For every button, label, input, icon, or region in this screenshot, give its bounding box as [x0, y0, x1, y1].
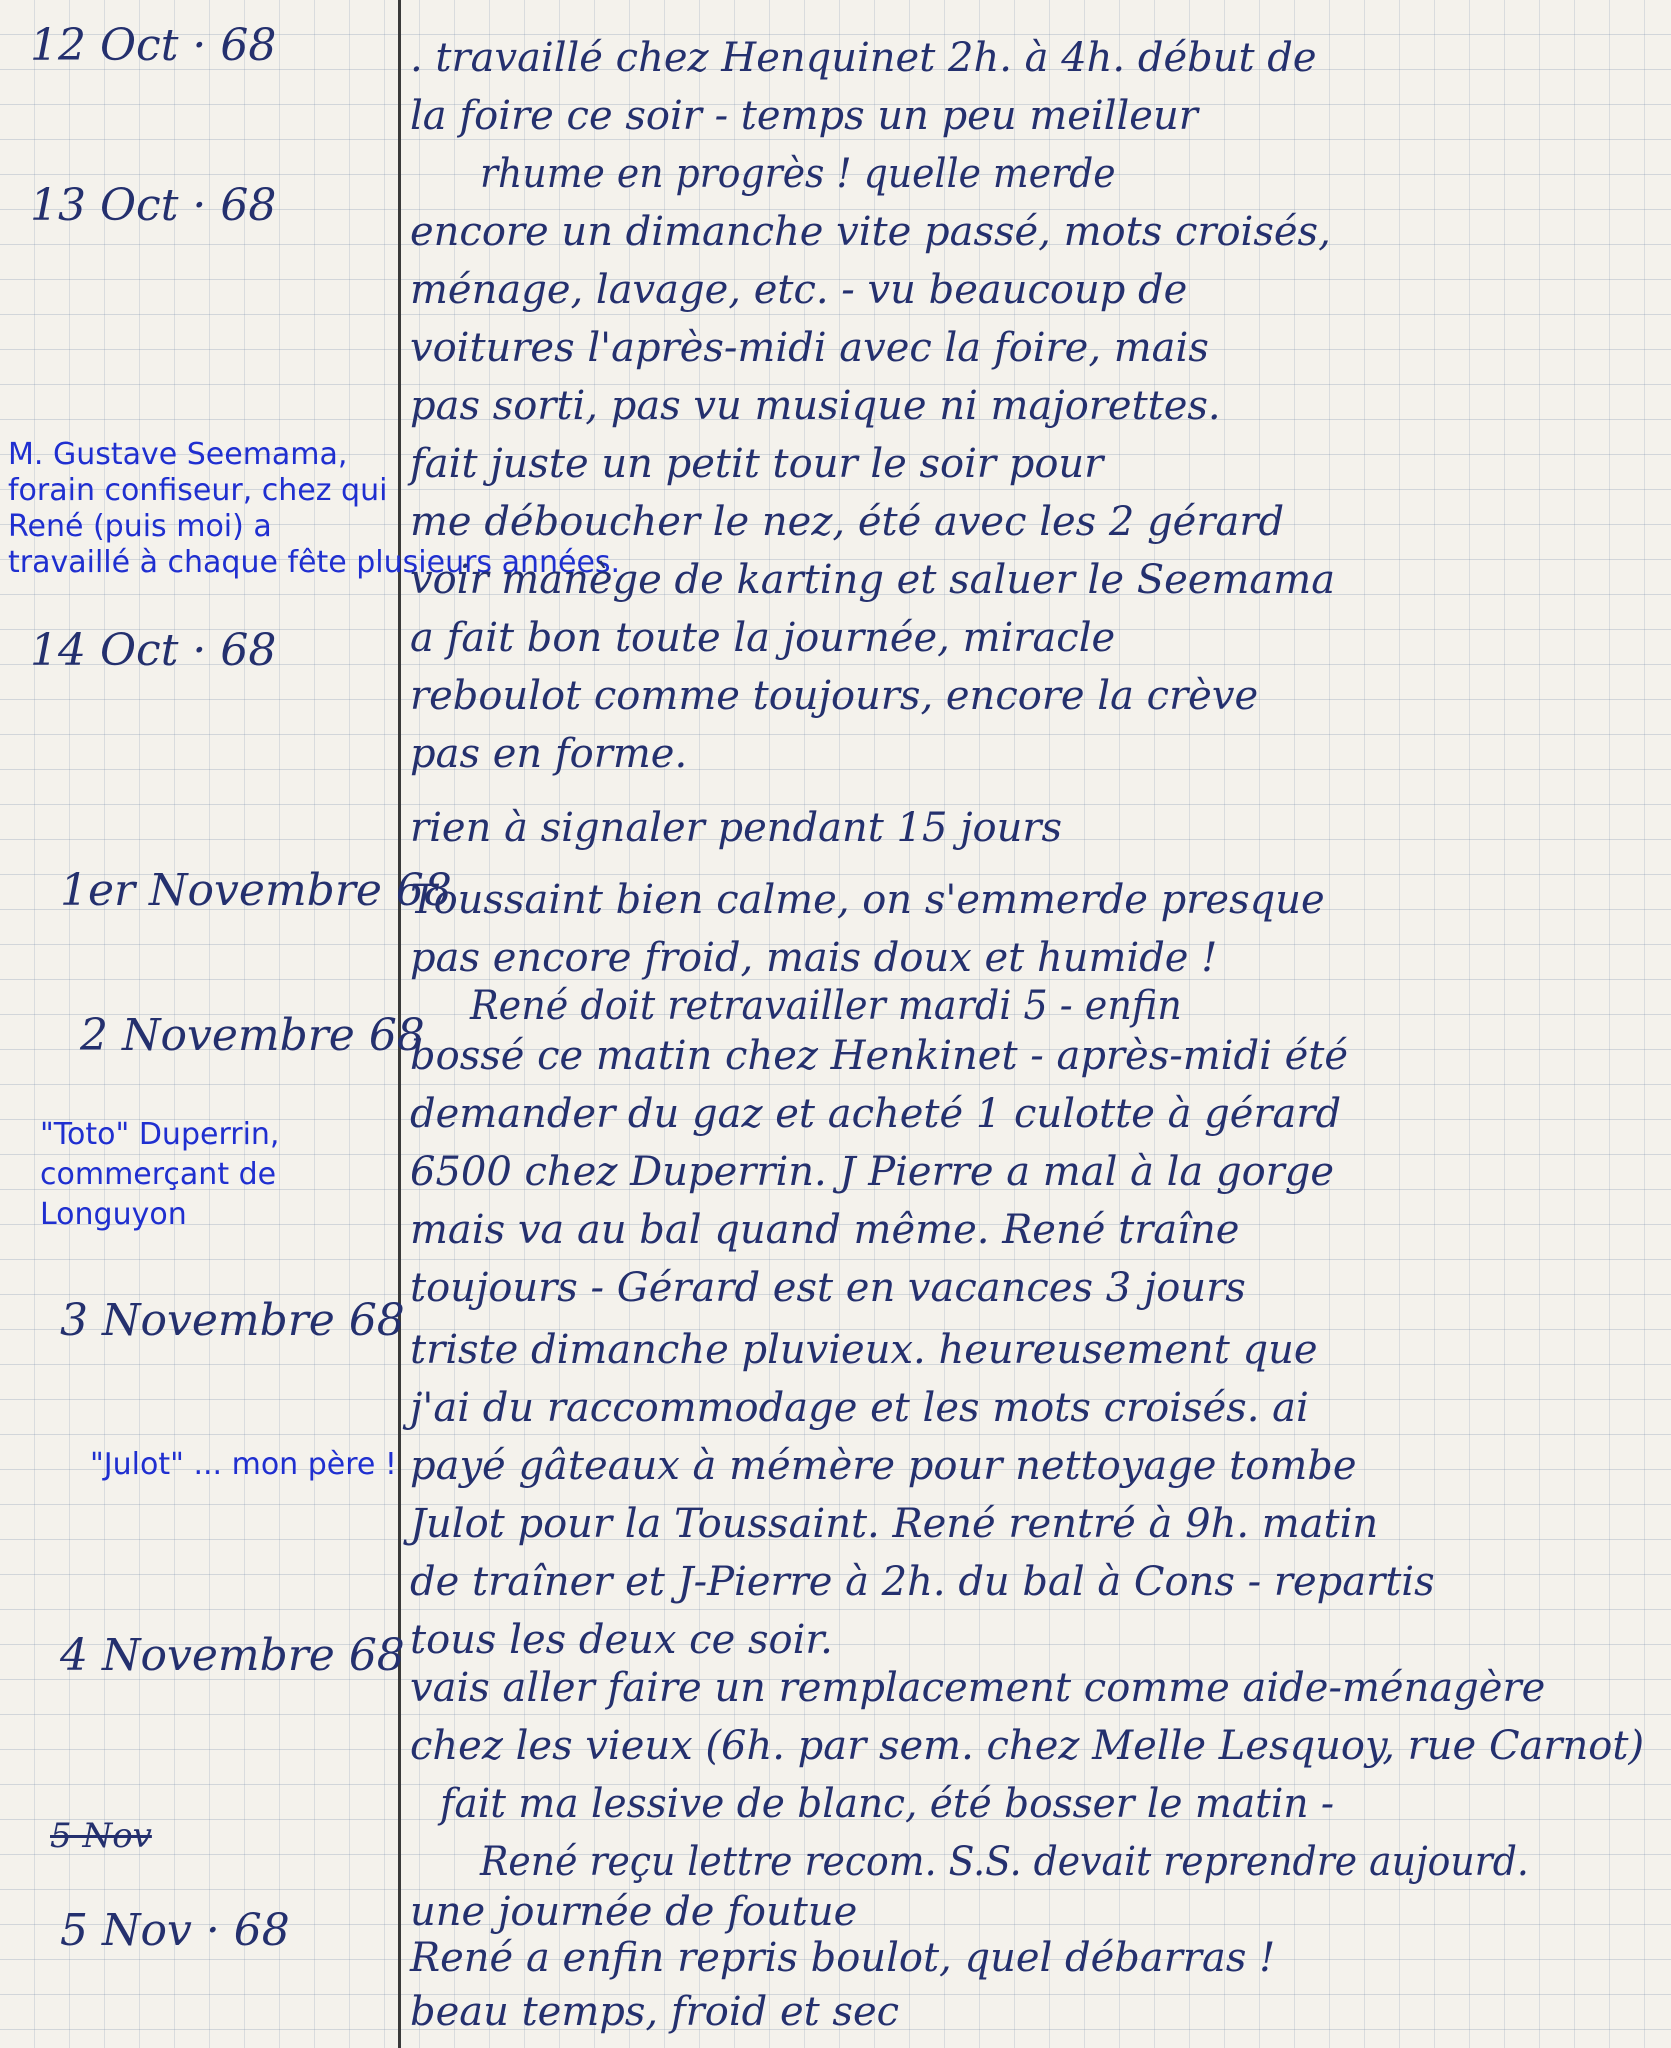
entry-line: de traîner et J-Pierre à 2h. du bal à Cons - repartis: [410, 1559, 1435, 1605]
entry-line: Toussaint bien calme, on s'emmerde presque: [410, 877, 1325, 923]
entry-line: beau temps, froid et sec: [410, 1989, 900, 2035]
entry-line: une journée de foutue: [410, 1889, 858, 1935]
note-seemama-line-3: René (puis moi) a: [8, 509, 272, 544]
date-12-oct-68: 12 Oct · 68: [30, 20, 277, 71]
date-5-nov-68: 5 Nov · 68: [60, 1905, 290, 1956]
entry-line: rien à signaler pendant 15 jours: [410, 805, 1063, 851]
note-seemama-line-1: M. Gustave Seemama,: [8, 437, 348, 472]
entry-line: Julot pour la Toussaint. René rentré à 9h. matin: [410, 1501, 1379, 1547]
note-seemama-line-2: forain confiseur, chez qui: [8, 473, 388, 508]
entry-line: bossé ce matin chez Henkinet - après-midi été: [410, 1033, 1349, 1079]
note-duperrin-line-1: "Toto" Duperrin,: [40, 1117, 280, 1152]
entry-line: pas en forme.: [410, 731, 688, 777]
note-duperrin-line-3: Longuyon: [40, 1197, 187, 1232]
entry-line: pas sorti, pas vu musique ni majorettes.: [410, 383, 1221, 429]
date-1-nov-68: 1er Novembre 68: [60, 865, 452, 916]
entry-line: triste dimanche pluvieux. heureusement que: [410, 1327, 1318, 1373]
entry-line: René reçu lettre recom. S.S. devait reprendre aujourd.: [480, 1839, 1529, 1885]
entry-line: ménage, lavage, etc. - vu beaucoup de: [410, 267, 1188, 313]
entry-line: . travaillé chez Henquinet 2h. à 4h. début de: [410, 35, 1317, 81]
date-4-nov-68: 4 Novembre 68: [60, 1630, 405, 1681]
note-duperrin-line-2: commerçant de: [40, 1157, 277, 1192]
entry-line: René doit retravailler mardi 5 - enfin: [470, 983, 1182, 1029]
entry-line: rhume en progrès ! quelle merde: [480, 151, 1116, 197]
entry-line: fait ma lessive de blanc, été bosser le matin -: [440, 1781, 1335, 1827]
entry-line: voitures l'après-midi avec la foire, mais: [410, 325, 1209, 371]
date-3-nov-68: 3 Novembre 68: [60, 1295, 405, 1346]
entry-line: fait juste un petit tour le soir pour: [410, 441, 1104, 487]
date-13-oct-68: 13 Oct · 68: [30, 180, 277, 231]
entry-line: pas encore froid, mais doux et humide !: [410, 935, 1218, 981]
entry-line: René a enfin repris boulot, quel débarras !: [410, 1935, 1276, 1981]
entry-line: payé gâteaux à mémère pour nettoyage tombe: [410, 1443, 1357, 1489]
entry-line: mais va au bal quand même. René traîne: [410, 1207, 1240, 1253]
entry-line: encore un dimanche vite passé, mots croisés,: [410, 209, 1331, 255]
entry-line: vais aller faire un remplacement comme aide-ménagère: [410, 1665, 1546, 1711]
date-14-oct-68: 14 Oct · 68: [30, 625, 277, 676]
entry-line: voir manège de karting et saluer le Seemama: [410, 557, 1336, 603]
entry-line: demander du gaz et acheté 1 culotte à gérard: [410, 1091, 1342, 1137]
entry-line: 6500 chez Duperrin. J Pierre a mal à la gorge: [410, 1149, 1335, 1195]
date-5-nov-crossed-out: 5 Nov: [50, 1816, 152, 1856]
date-2-nov-68: 2 Novembre 68: [80, 1010, 425, 1061]
entry-line: me déboucher le nez, été avec les 2 gérard: [410, 499, 1285, 545]
entry-line: reboulot comme toujours, encore la crève: [410, 673, 1259, 719]
entry-line: j'ai du raccommodage et les mots croisés. ai: [410, 1385, 1309, 1431]
entry-line: a fait bon toute la journée, miracle: [410, 615, 1116, 661]
entry-line: la foire ce soir - temps un peu meilleur: [410, 93, 1198, 139]
note-seemama-line-4: travaillé à chaque fête plusieurs années.: [8, 545, 621, 580]
note-julot: "Julot" ... mon père !: [90, 1447, 397, 1482]
entry-line: toujours - Gérard est en vacances 3 jours: [410, 1265, 1246, 1311]
entry-line: tous les deux ce soir.: [410, 1617, 833, 1663]
entry-line: chez les vieux (6h. par sem. chez Melle Lesquoy, rue Carnot): [410, 1723, 1645, 1769]
